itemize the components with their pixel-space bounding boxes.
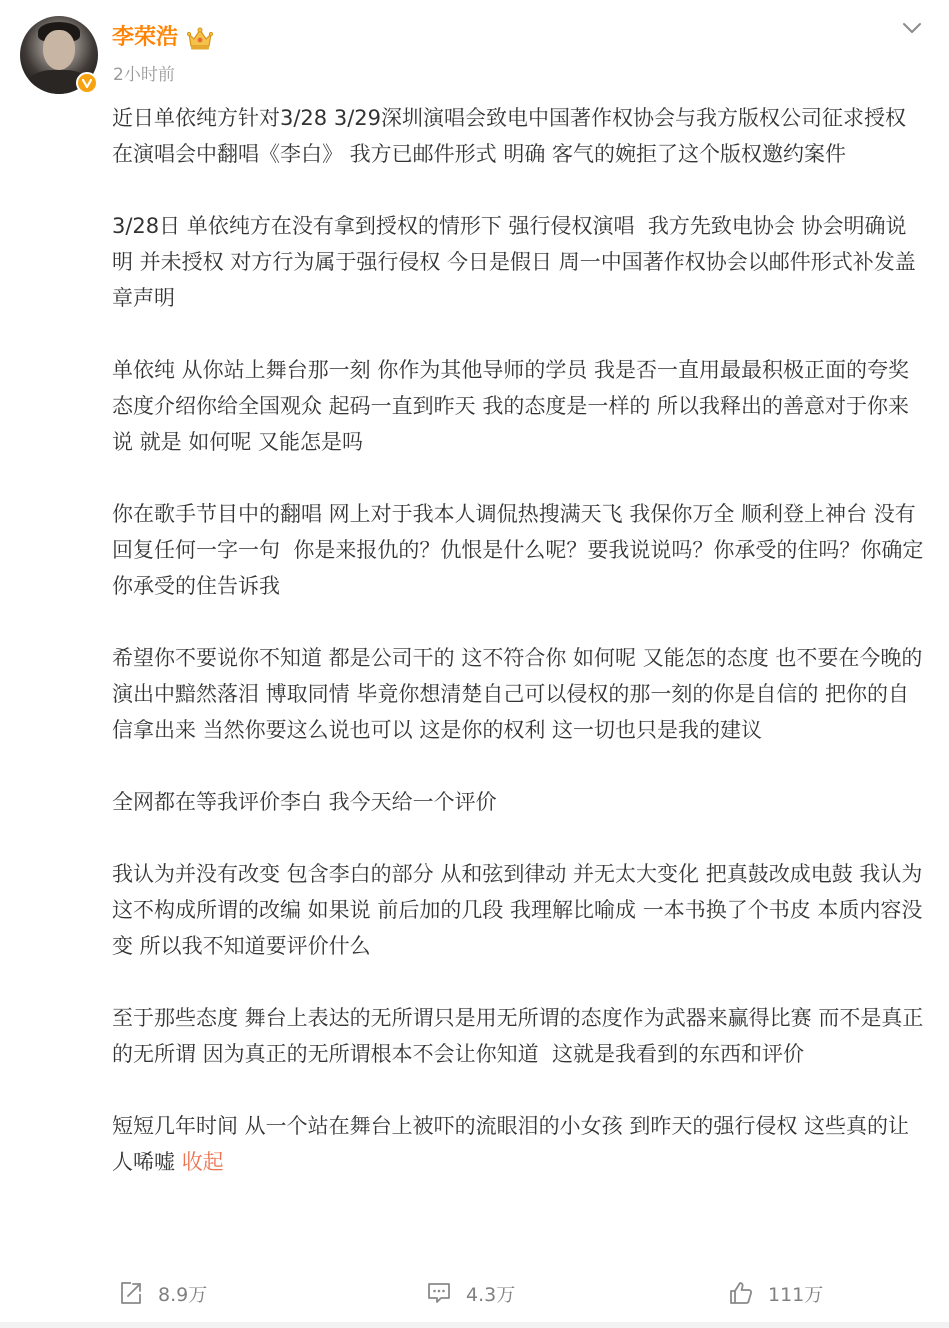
post-paragraph: 你在歌手节目中的翻唱 网上对于我本人调侃热搜满天飞 我保你万全 顺利登上神台 没有回复任何一字一句 你是来报仇的？仇恨是什么呢？要我说说吗？你承受的住吗？你确定你承受的住告诉我 (112, 502, 924, 598)
post-paragraph: 我认为并没有改变 包含李白的部分 从和弦到律动 并无太大变化 把真鼓改成电鼓 我认为这不构成所谓的改编 如果说 前后加的几段 我理解比喻成 一本书换了个书皮 本质内容没变 所以我不知道要评价什么 (112, 862, 923, 958)
gold-crown-icon (186, 26, 214, 52)
post-paragraph: 近日单依纯方针对3/28 3/29深圳演唱会致电中国著作权协会与我方版权公司征求授权在演唱会中翻唱《李白》 我方已邮件形式 明确 客气的婉拒了这个版权邀约案件 (112, 106, 906, 166)
post-paragraph: 至于那些态度 舞台上表达的无所谓只是用无所谓的态度作为武器来赢得比赛 而不是真正的无所谓 因为真正的无所谓根本不会让你知道 这就是我看到的东西和评价 (112, 1006, 924, 1066)
chevron-down-icon[interactable] (900, 18, 924, 38)
post-content (112, 100, 924, 1180)
verified-v-icon (76, 72, 98, 94)
comment-count: 4.3万 (466, 1283, 516, 1306)
post-paragraph: 全网都在等我评价李白 我今天给一个评价 (112, 790, 497, 814)
post-paragraph: 3/28日 单依纯方在没有拿到授权的情形下 强行侵权演唱 我方先致电协会 协会明确说明 并未授权 对方行为属于强行侵权 今日是假日 周一中国著作权协会以邮件形式补发盖章声明 (112, 214, 916, 310)
like-count: 111万 (768, 1283, 824, 1306)
post-paragraph: 单依纯 从你站上舞台那一刻 你作为其他导师的学员 我是否一直用最最积极正面的夸奖态度介绍你给全国观众 起码一直到昨天 我的态度是一样的 所以我释出的善意对于你来说 就是 如何呢 又能怎是吗 (112, 358, 910, 454)
author-avatar[interactable] (20, 16, 98, 94)
post-paragraph-last-text: 短短几年时间 从一个站在舞台上被吓的流眼泪的小女孩 到昨天的强行侵权 这些真的让人唏嘘 (112, 1114, 910, 1174)
share-icon (118, 1280, 144, 1306)
comment-button[interactable] (426, 1270, 515, 1316)
action-bar (0, 1270, 949, 1316)
post-paragraph-last (112, 1108, 924, 1180)
author-name[interactable]: 李荣浩 (112, 25, 179, 50)
collapse-link[interactable]: 收起 (181, 1150, 224, 1174)
repost-count: 8.9万 (158, 1283, 208, 1306)
card-divider (0, 1322, 949, 1328)
thumbs-up-icon (728, 1280, 754, 1306)
repost-button[interactable] (118, 1270, 207, 1316)
comment-icon (426, 1280, 452, 1306)
post-paragraph: 希望你不要说你不知道 都是公司干的 这不符合你 如何呢 又能怎的态度 也不要在今晚的演出中黯然落泪 博取同情 毕竟你想清楚自己可以侵权的那一刻的你是自信的 把你的自信拿出来 当然你要这么说也可以 这是你的权利 这一切也只是我的建议 (112, 646, 923, 742)
like-button[interactable] (728, 1270, 823, 1316)
post-timestamp[interactable]: 2小时前 (113, 65, 175, 85)
